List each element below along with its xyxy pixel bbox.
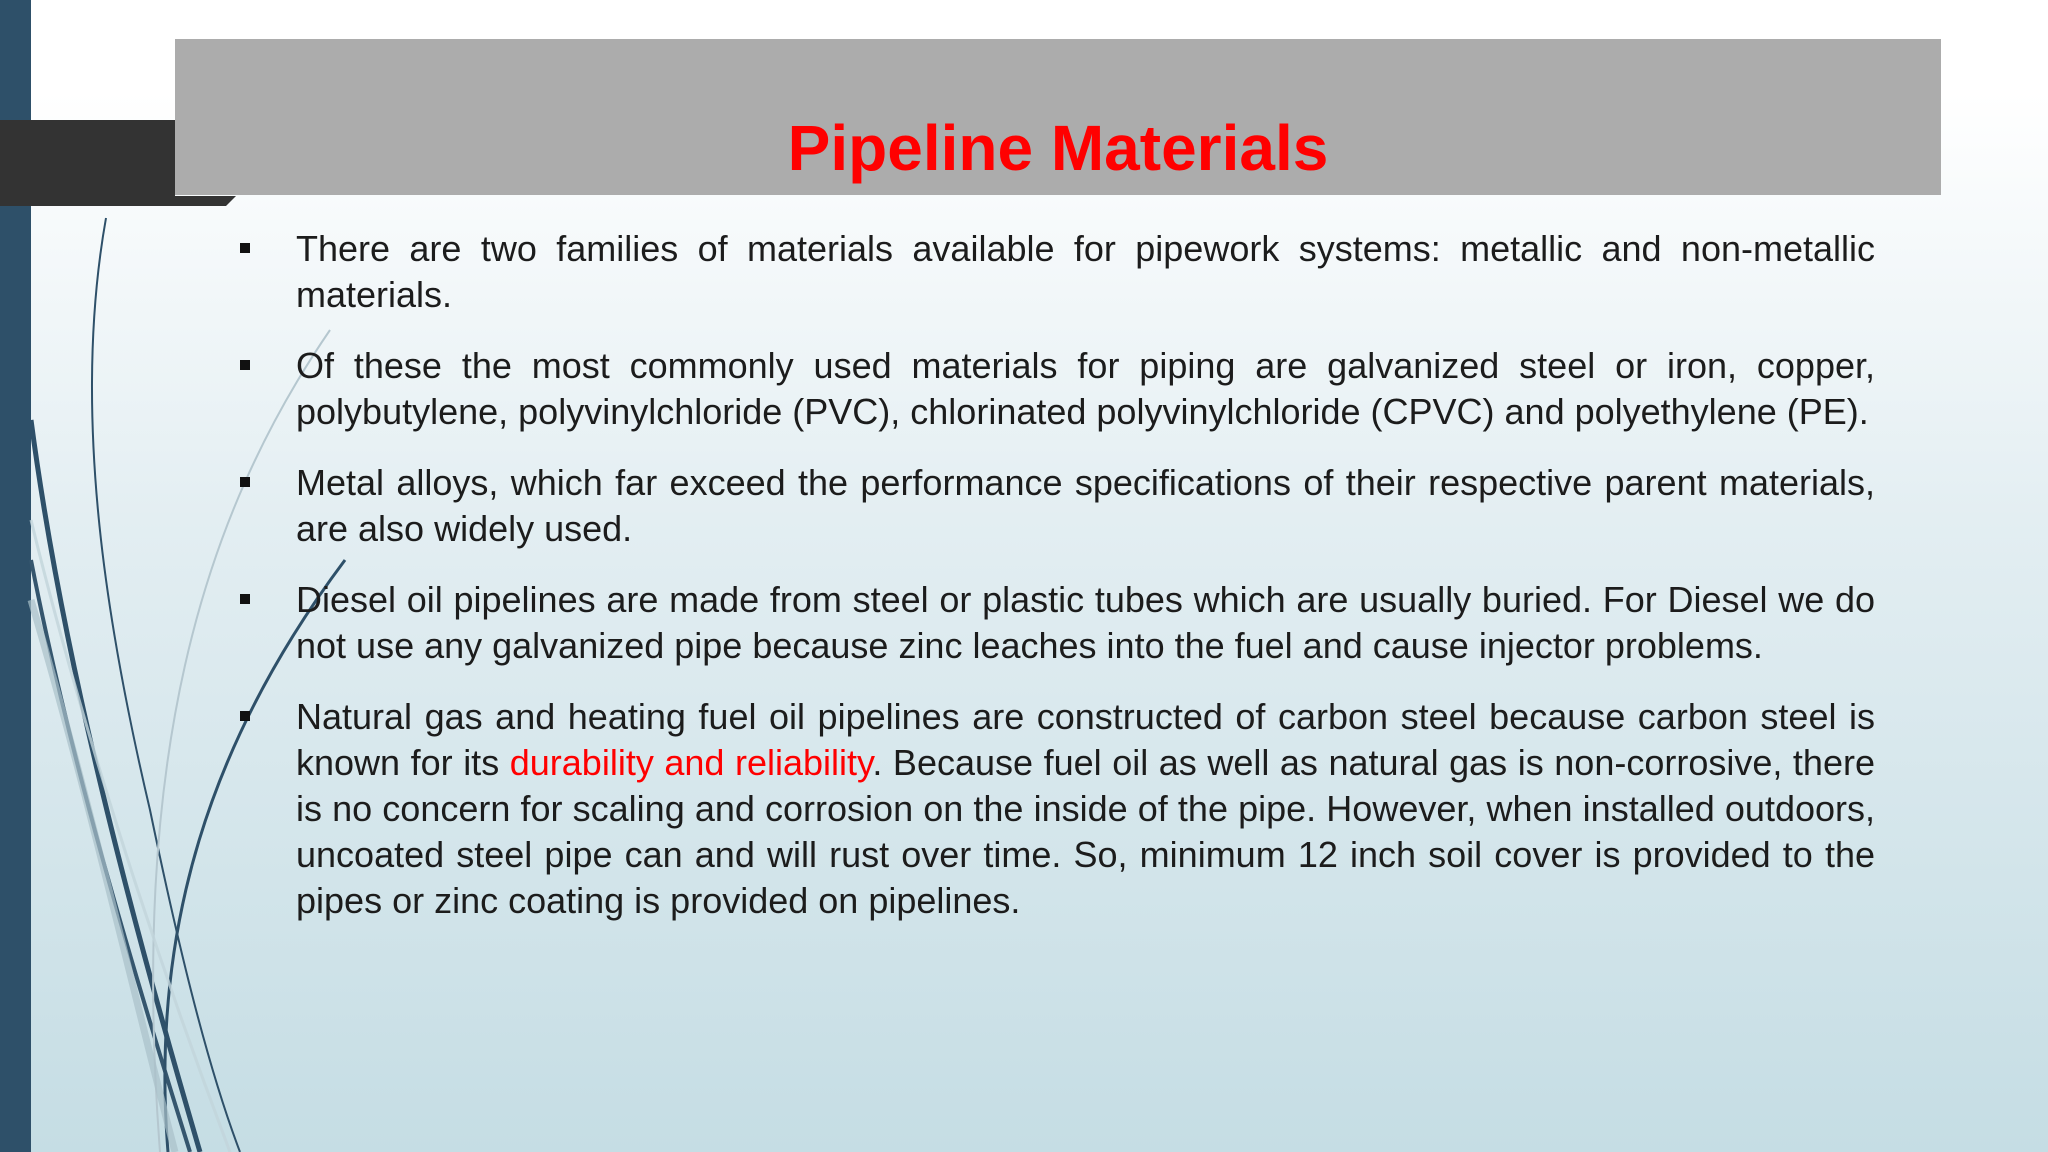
square-bullet-icon xyxy=(240,243,250,253)
bullet-text-after: . Because fuel oil as well as natural gas is non-corrosive, there is no concern for scaling and corrosion on the inside of the pipe. However, when installed outdoors, uncoated steel pipe can and will rust over time. So, minimum 12 inch soil cover is provided to the pipes or zinc coating is provided on pipelines. xyxy=(296,742,1875,921)
slide-title: Pipeline Materials xyxy=(787,112,1329,184)
square-bullet-icon xyxy=(240,360,250,370)
list-item xyxy=(235,343,1875,435)
square-bullet-icon xyxy=(240,477,250,487)
bullet-text-before: Natural gas and heating fuel oil pipelines are constructed of carbon steel because carbon steel is known for its xyxy=(296,696,1875,783)
highlighted-text: durability and reliability xyxy=(509,742,873,783)
list-item xyxy=(235,694,1875,924)
bullet-list xyxy=(235,226,1875,949)
square-bullet-icon xyxy=(240,711,250,721)
bullet-text: Diesel oil pipelines are made from steel or plastic tubes which are usually buried. For Diesel we do not use any galvanized pipe because zinc leaches into the fuel and cause injector problems. xyxy=(296,579,1875,666)
bullet-text: Metal alloys, which far exceed the performance specifications of their respective parent materials, are also widely used. xyxy=(296,462,1875,549)
list-item xyxy=(235,226,1875,318)
list-item xyxy=(235,577,1875,669)
bullet-text: There are two families of materials available for pipework systems: metallic and non-metallic materials. xyxy=(296,228,1875,315)
bullet-text: Of these the most commonly used materials for piping are galvanized steel or iron, copper, polybutylene, polyvinylchloride (PVC), chlorinated polyvinylchloride (CPVC) and polyethylene (PE). xyxy=(296,345,1875,432)
square-bullet-icon xyxy=(240,594,250,604)
list-item xyxy=(235,460,1875,552)
